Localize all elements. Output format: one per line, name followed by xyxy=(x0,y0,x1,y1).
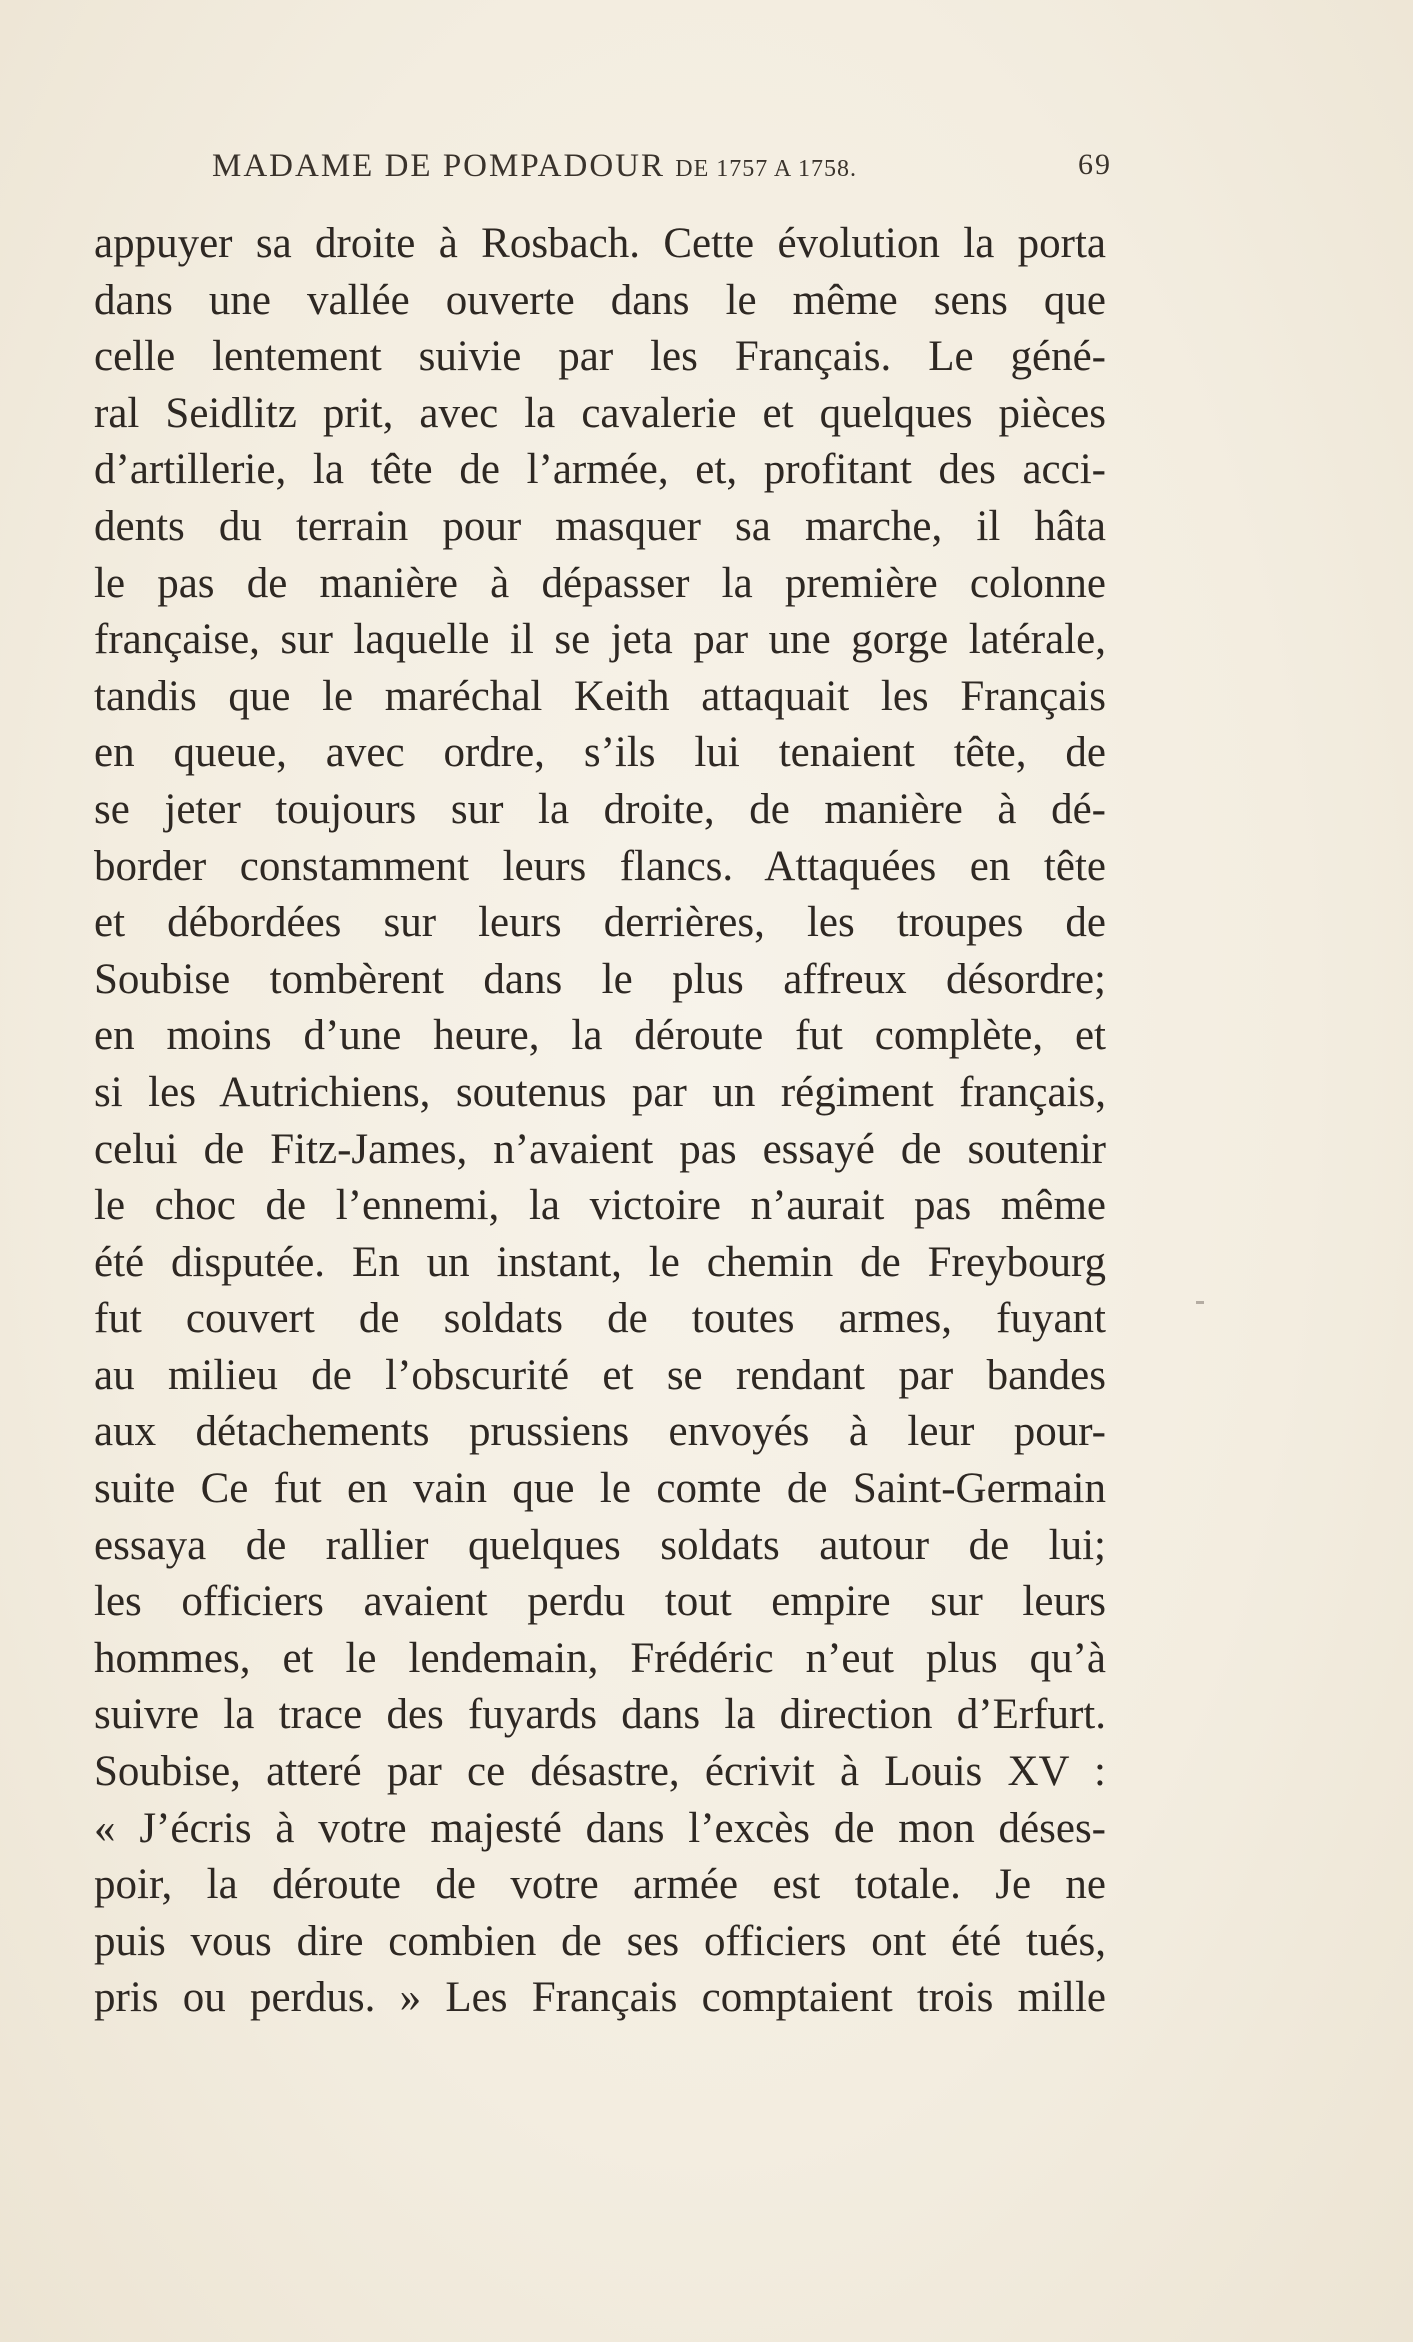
text-line: ral Seidlitz prit, avec la cavalerie et quelques pièces xyxy=(94,389,1106,437)
text-line: les officiers avaient perdu tout empire sur leurs xyxy=(94,1578,1106,1626)
text-line: fut couvert de soldats de toutes armes, fuyant xyxy=(94,1295,1106,1343)
running-title-dates: DE 1757 A 1758. xyxy=(675,156,857,182)
text-line: en queue, avec ordre, s’ils lui tenaient tête, de xyxy=(94,729,1106,777)
text-line: française, sur laquelle il se jeta par une gorge latérale, xyxy=(94,616,1106,664)
text-line: dents du terrain pour masquer sa marche, il hâta xyxy=(94,502,1106,550)
running-title xyxy=(212,148,857,185)
text-line: hommes, et le lendemain, Frédéric n’eut plus qu’à xyxy=(94,1634,1106,1682)
text-line: d’artillerie, la tête de l’armée, et, profitant des acci- xyxy=(94,446,1106,494)
text-line: suivre la trace des fuyards dans la direction d’Erfurt. xyxy=(94,1691,1106,1739)
text-line: tandis que le maréchal Keith attaquait les Français xyxy=(94,672,1106,720)
text-line: et débordées sur leurs derrières, les troupes de xyxy=(94,899,1106,947)
text-line: celle lentement suivie par les Français. Le géné- xyxy=(94,333,1106,381)
text-line: celui de Fitz-James, n’avaient pas essayé de soutenir xyxy=(94,1125,1106,1173)
text-line: si les Autrichiens, soutenus par un régiment français, xyxy=(94,1068,1106,1116)
text-line: en moins d’une heure, la déroute fut complète, et xyxy=(94,1012,1106,1060)
page-number: 69 xyxy=(1078,148,1112,181)
text-line: « J’écris à votre majesté dans l’excès de mon déses- xyxy=(94,1804,1106,1852)
text-line: se jeter toujours sur la droite, de manière à dé- xyxy=(94,785,1106,833)
text-line: essaya de rallier quelques soldats autour de lui; xyxy=(94,1521,1106,1569)
text-line: Soubise tombèrent dans le plus affreux désordre; xyxy=(94,955,1106,1003)
text-line: pris ou perdus. » Les Français comptaient trois mille xyxy=(94,1974,1106,2022)
text-line: le choc de l’ennemi, la victoire n’aurait pas même xyxy=(94,1182,1106,1230)
body-text xyxy=(94,216,1106,2027)
text-line: appuyer sa droite à Rosbach. Cette évolution la porta xyxy=(94,220,1106,267)
margin-mark xyxy=(1196,1301,1204,1304)
running-title-main: MADAME DE POMPADOUR xyxy=(212,148,676,184)
text-line: puis vous dire combien de ses officiers ont été tués, xyxy=(94,1917,1106,1965)
text-line: aux détachements prussiens envoyés à leur pour- xyxy=(94,1408,1106,1456)
text-line: suite Ce fut en vain que le comte de Saint-Germain xyxy=(94,1465,1106,1513)
text-line: au milieu de l’obscurité et se rendant par bandes xyxy=(94,1351,1106,1399)
text-line: Soubise, atteré par ce désastre, écrivit à Louis XV : xyxy=(94,1748,1106,1796)
text-line: été disputée. En un instant, le chemin de Freybourg xyxy=(94,1238,1106,1286)
text-line: poir, la déroute de votre armée est totale. Je ne xyxy=(94,1861,1106,1909)
text-line: dans une vallée ouverte dans le même sens que xyxy=(94,276,1106,324)
text-line: le pas de manière à dépasser la première colonne xyxy=(94,559,1106,607)
text-line: border constamment leurs flancs. Attaquées en tête xyxy=(94,842,1106,890)
running-header xyxy=(212,148,1112,188)
